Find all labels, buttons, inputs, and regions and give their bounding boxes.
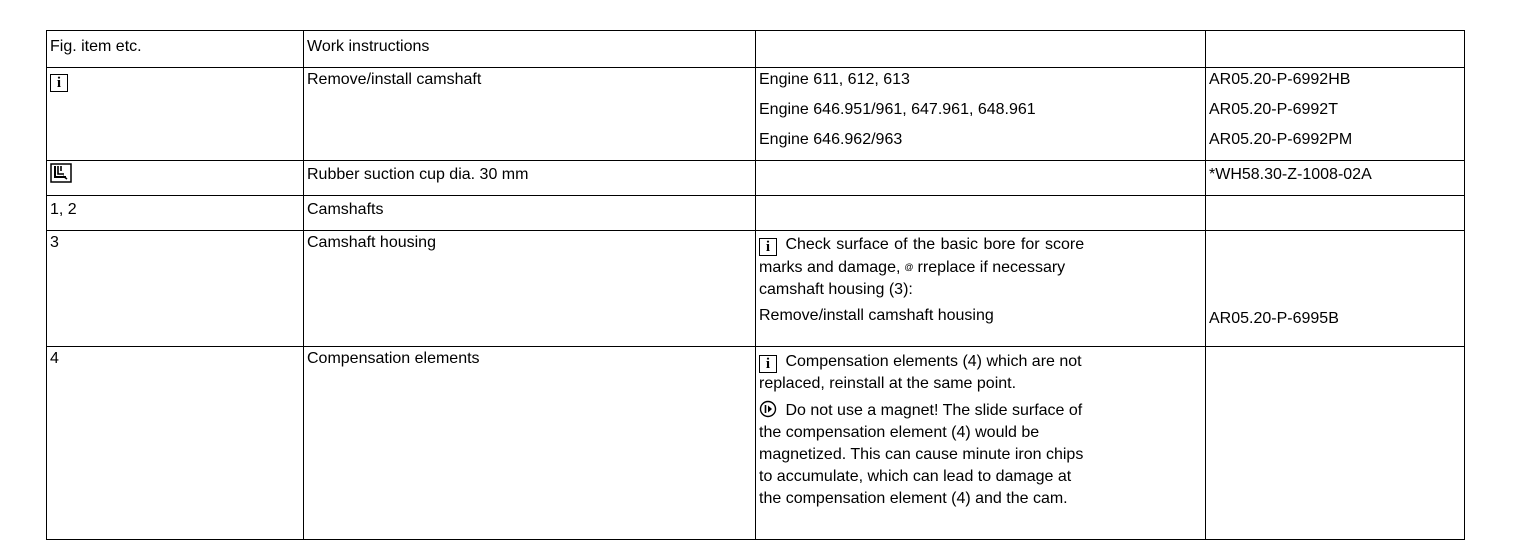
note-text: rreplace if necessary bbox=[917, 259, 1066, 276]
cell-remove-install bbox=[304, 68, 756, 161]
item-number: 3 bbox=[50, 234, 59, 251]
cell-tool-ref bbox=[1206, 161, 1465, 196]
cell-info-icon bbox=[47, 68, 304, 161]
table-row-remove-install bbox=[47, 68, 1465, 161]
note-text: replaced, reinstall at the same point. bbox=[759, 375, 1017, 392]
cell-housing-ref bbox=[1206, 231, 1465, 347]
work-instructions-table bbox=[46, 30, 1465, 540]
environment-icon: @ bbox=[904, 262, 914, 272]
cell-empty bbox=[1206, 196, 1465, 231]
reference-link[interactable]: AR05.20-P-6992HB bbox=[1209, 71, 1351, 88]
engine-label: Engine 646.951/961, 647.961, 648.961 bbox=[759, 101, 1036, 118]
header-empty-col4 bbox=[1206, 31, 1465, 68]
note-line bbox=[759, 351, 1202, 373]
cell-tool-icon bbox=[47, 161, 304, 196]
table-row-compensation bbox=[47, 347, 1465, 540]
cell-tool-empty bbox=[756, 161, 1206, 196]
cell-engines bbox=[756, 68, 1206, 161]
table-row-camshafts bbox=[47, 196, 1465, 231]
note-line bbox=[759, 256, 1202, 279]
cell-item-name bbox=[304, 231, 756, 347]
caution-text: Do not use a magnet! The slide surface of bbox=[785, 402, 1083, 419]
caution-text: the compensation element (4) would be bbox=[759, 424, 1040, 441]
table-row-tool bbox=[47, 161, 1465, 196]
item-number: 4 bbox=[50, 350, 59, 367]
caution-text: the compensation element (4) and the cam. bbox=[759, 490, 1068, 507]
cell-compensation-note bbox=[756, 347, 1206, 540]
cell-item-number bbox=[47, 196, 304, 231]
cell-item-name bbox=[304, 347, 756, 540]
instruction-text: Remove/install camshaft bbox=[307, 71, 482, 88]
cell-empty bbox=[1206, 347, 1465, 540]
special-tool-icon bbox=[50, 163, 72, 183]
reference-link[interactable]: AR05.20-P-6992PM bbox=[1209, 131, 1353, 148]
cell-housing-note bbox=[756, 231, 1206, 347]
info-icon: i bbox=[759, 238, 777, 256]
header-row bbox=[47, 31, 1465, 68]
note-text: camshaft housing (3): bbox=[759, 281, 913, 298]
item-name: Camshaft housing bbox=[307, 234, 436, 251]
header-work-instructions bbox=[304, 31, 756, 68]
note-line bbox=[759, 234, 1202, 256]
info-icon: i bbox=[50, 74, 68, 92]
subtask-text: Remove/install camshaft housing bbox=[759, 307, 994, 324]
caution-text: magnetized. This can cause minute iron chips bbox=[759, 446, 1084, 463]
cell-engine-refs bbox=[1206, 68, 1465, 161]
note-text: Compensation elements (4) which are not bbox=[785, 353, 1082, 370]
cell-empty bbox=[756, 196, 1206, 231]
note-text: Check surface of the basic bore for score bbox=[785, 236, 1085, 253]
cell-tool-name bbox=[304, 161, 756, 196]
engine-label: Engine 611, 612, 613 bbox=[759, 71, 910, 88]
table-row-housing bbox=[47, 231, 1465, 347]
item-number: 1, 2 bbox=[50, 201, 77, 218]
header-empty-col3 bbox=[756, 31, 1206, 68]
header-work-instructions-label: Work instructions bbox=[307, 38, 430, 55]
tool-name: Rubber suction cup dia. 30 mm bbox=[307, 166, 529, 183]
item-name: Camshafts bbox=[307, 201, 384, 218]
cell-item-number bbox=[47, 347, 304, 540]
caution-line bbox=[759, 400, 1202, 422]
engine-label: Engine 646.962/963 bbox=[759, 131, 903, 148]
item-name: Compensation elements bbox=[307, 350, 480, 367]
cell-item-name bbox=[304, 196, 756, 231]
info-icon: i bbox=[759, 355, 777, 373]
cell-item-number bbox=[47, 231, 304, 347]
header-fig-item bbox=[47, 31, 304, 68]
reference-link[interactable]: AR05.20-P-6992T bbox=[1209, 101, 1338, 118]
reference-link[interactable]: AR05.20-P-6995B bbox=[1209, 310, 1339, 327]
caution-text: to accumulate, which can lead to damage at bbox=[759, 468, 1072, 485]
note-text: marks and damage, bbox=[759, 259, 901, 276]
tool-reference-link[interactable]: *WH58.30-Z-1008-02A bbox=[1209, 166, 1372, 183]
caution-icon bbox=[759, 400, 777, 418]
header-fig-item-label: Fig. item etc. bbox=[50, 38, 142, 55]
